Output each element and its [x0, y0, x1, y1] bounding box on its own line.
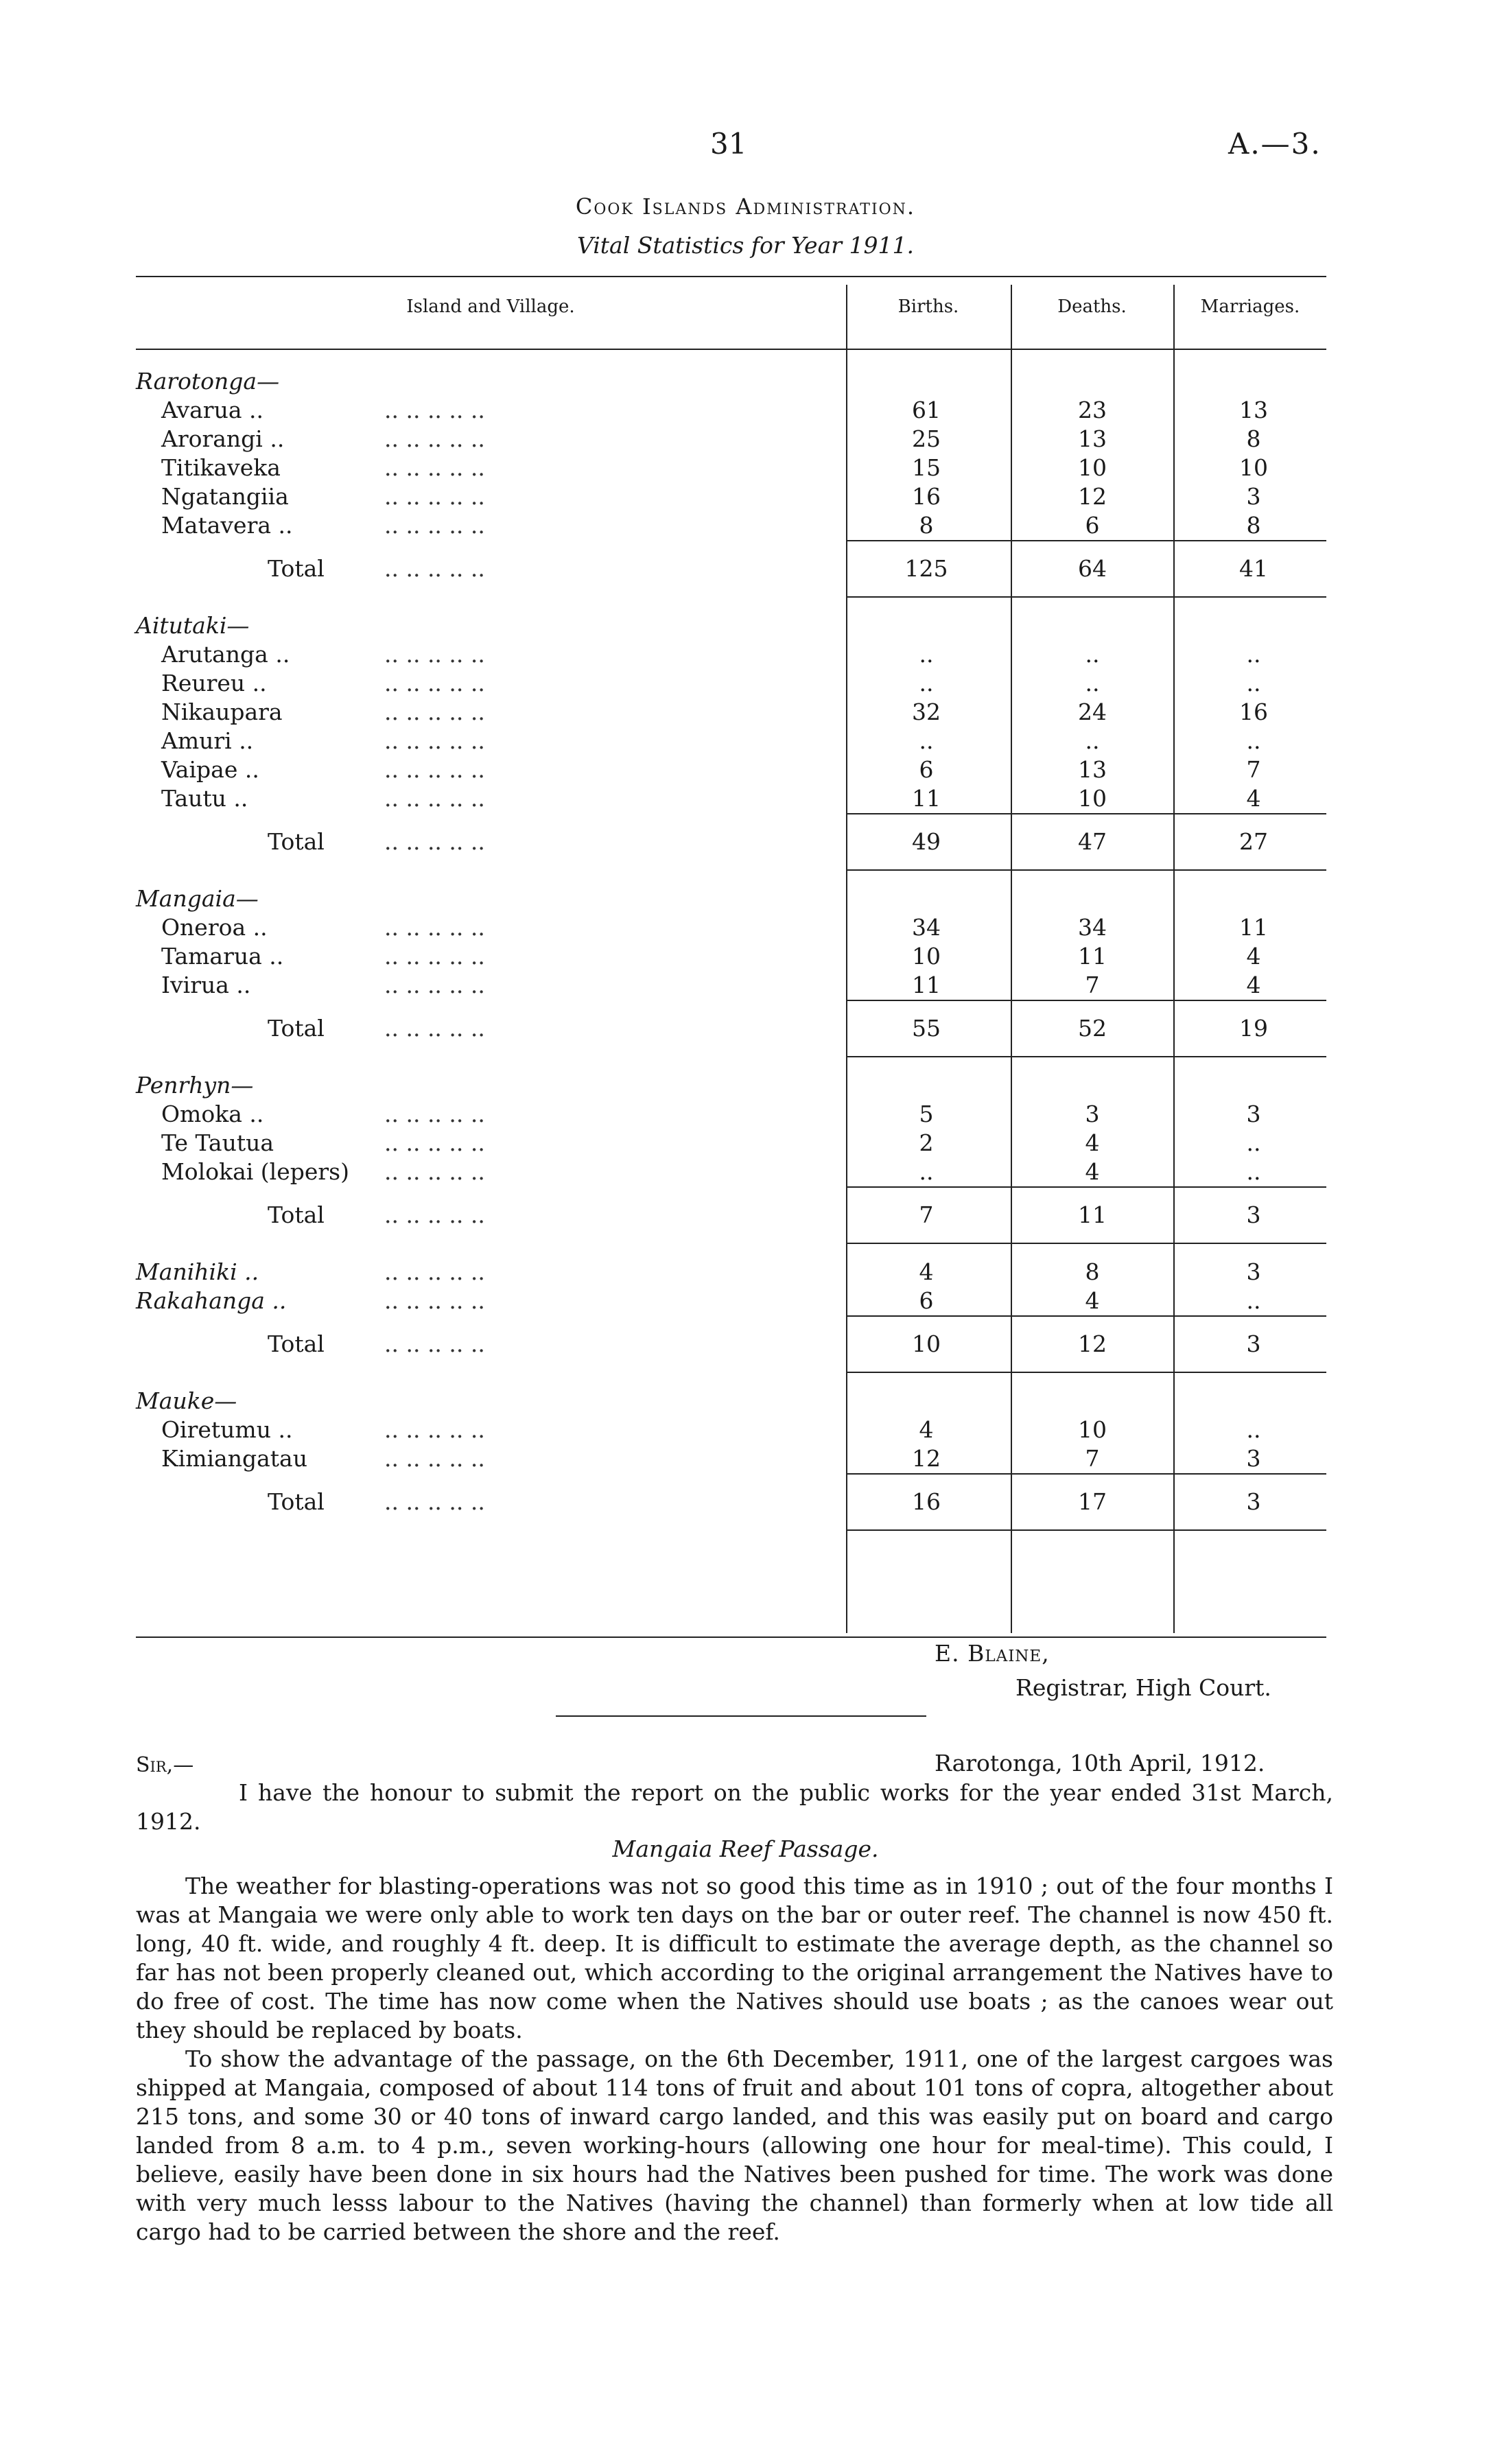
village-name: Avarua ..	[161, 397, 263, 423]
village-name: Arorangi ..	[161, 425, 285, 452]
deaths-cell: 12	[1078, 483, 1107, 510]
col-header-deaths: Deaths.	[1057, 296, 1127, 317]
village-name: Te Tautua	[161, 1129, 274, 1156]
table-row	[0, 425, 1491, 454]
births-cell: ..	[919, 670, 934, 696]
deaths-cell: 13	[1078, 425, 1107, 452]
deaths-cell: 6	[1085, 512, 1100, 539]
table-row	[0, 784, 1491, 813]
group-spacer	[0, 1244, 1491, 1258]
leader-dots: .. .. .. .. ..	[384, 555, 485, 582]
births-total: 10	[912, 1330, 941, 1357]
table-row	[0, 1287, 1491, 1315]
births-cell: 25	[912, 425, 941, 452]
group-spacer	[0, 871, 1491, 884]
village-name: Oiretumu ..	[161, 1416, 293, 1443]
leader-dots: .. .. .. .. ..	[384, 699, 485, 725]
section-heading: Mangaia Reef Passage.	[612, 1835, 879, 1862]
marriages-cell: 3	[1246, 1258, 1261, 1285]
deaths-cell: ..	[1085, 727, 1100, 754]
table-row	[0, 1258, 1491, 1287]
births-cell: 6	[919, 1287, 934, 1314]
leader-dots: .. .. .. .. ..	[384, 972, 485, 998]
marriages-cell: 8	[1246, 512, 1261, 539]
marriages-cell: 4	[1246, 972, 1261, 998]
leader-dots: .. .. .. .. ..	[384, 1488, 485, 1515]
leader-dots: .. .. .. .. ..	[384, 1158, 485, 1185]
col-header-island: Island and Village.	[406, 296, 575, 317]
births-cell: 5	[919, 1101, 934, 1127]
leader-dots: .. .. .. .. ..	[384, 512, 485, 539]
letter-place-date: Rarotonga, 10th April, 1912.	[935, 1750, 1265, 1776]
deaths-cell: 13	[1078, 756, 1107, 783]
table-row	[0, 698, 1491, 727]
total-label: Total	[268, 1201, 325, 1228]
group-name: Mangaia—	[136, 885, 259, 912]
leader-dots: .. .. .. .. ..	[384, 1201, 485, 1228]
group-heading-row	[0, 884, 1491, 913]
marriages-cell: 3	[1246, 1445, 1261, 1472]
deaths-cell: 4	[1085, 1129, 1100, 1156]
births-cell: 12	[912, 1445, 941, 1472]
group-name: Rarotonga—	[136, 368, 280, 395]
births-total: 125	[904, 555, 948, 582]
table-row	[0, 755, 1491, 784]
deaths-cell: 4	[1085, 1287, 1100, 1314]
births-cell: 11	[912, 972, 941, 998]
births-cell: 61	[912, 397, 941, 423]
group-heading-row	[0, 367, 1491, 396]
leader-dots: .. .. .. .. ..	[384, 483, 485, 510]
table-bottom-rule	[136, 1636, 1326, 1638]
table-row	[0, 971, 1491, 1000]
marriages-cell: ..	[1246, 1158, 1261, 1185]
total-row	[0, 1000, 1491, 1057]
signatory-name: E. Blaine,	[935, 1640, 1050, 1667]
village-name: Titikaveka	[161, 454, 281, 481]
marriages-total: 3	[1246, 1330, 1261, 1357]
births-cell: 8	[919, 512, 934, 539]
deaths-cell: 34	[1078, 914, 1107, 941]
births-cell: 16	[912, 483, 941, 510]
marriages-cell: 16	[1239, 699, 1268, 725]
village-name: Oneroa ..	[161, 914, 268, 941]
total-label: Total	[268, 1488, 325, 1515]
table-row	[0, 942, 1491, 971]
deaths-cell: ..	[1085, 641, 1100, 668]
total-row	[0, 1473, 1491, 1531]
village-name: Nikaupara	[161, 699, 283, 725]
deaths-cell: 4	[1085, 1158, 1100, 1185]
marriages-cell: ..	[1246, 670, 1261, 696]
births-cell: 15	[912, 454, 941, 481]
group-name: Mauke—	[136, 1387, 237, 1414]
leader-dots: .. .. .. .. ..	[384, 1258, 485, 1285]
leader-dots: .. .. .. .. ..	[384, 1101, 485, 1127]
letter-paragraph-3: To show the advantage of the passage, on the 6th December, 1911, one of the largest cargoes was shipped at Mangaia, composed of about 114 tons of fruit and about 101 tons of copra, altogether about 215 tons, and some 30 or 40 tons of inward cargo landed, and this was easily put on board and cargo landed from 8 a.m. to 4 p.m., seven working-hours (allowing one hour for meal-time). This could, I believe, easily have been done in six hours had the Natives been pushed for time. The work was done with very much lesss labour to the Natives (having the channel) than formerly when at low tide all cargo had to be carried between the shore and the reef.	[136, 2045, 1333, 2245]
leader-dots: .. .. .. .. ..	[384, 641, 485, 668]
table-row	[0, 727, 1491, 755]
total-label: Total	[268, 1015, 325, 1042]
births-cell: 32	[912, 699, 941, 725]
leader-dots: .. .. .. .. ..	[384, 727, 485, 754]
village-name: Rakahanga ..	[136, 1287, 287, 1314]
births-cell: 4	[919, 1416, 934, 1443]
leader-dots: .. .. .. .. ..	[384, 828, 485, 855]
marriages-cell: 4	[1246, 943, 1261, 970]
leader-dots: .. .. .. .. ..	[384, 785, 485, 812]
vital-statistics-table	[0, 367, 1491, 1531]
deaths-cell: ..	[1085, 670, 1100, 696]
deaths-cell: 7	[1085, 1445, 1100, 1472]
deaths-total: 64	[1078, 555, 1107, 582]
group-name: Aitutaki—	[136, 612, 250, 639]
table-row	[0, 511, 1491, 540]
marriages-total: 3	[1246, 1488, 1261, 1515]
village-name: Matavera ..	[161, 512, 293, 539]
village-name: Reureu ..	[161, 670, 267, 696]
group-spacer	[0, 1057, 1491, 1071]
births-cell: ..	[919, 641, 934, 668]
marriages-total: 3	[1246, 1201, 1261, 1228]
table-header-rule	[136, 349, 1326, 350]
document-subtitle: Vital Statistics for Year 1911.	[576, 232, 914, 259]
deaths-total: 47	[1078, 828, 1107, 855]
marriages-cell: ..	[1246, 1287, 1261, 1314]
marriages-cell: 13	[1239, 397, 1268, 423]
deaths-cell: 8	[1085, 1258, 1100, 1285]
table-row	[0, 640, 1491, 669]
total-row	[0, 1315, 1491, 1373]
group-heading-row	[0, 1387, 1491, 1416]
deaths-cell: 24	[1078, 699, 1107, 725]
total-label: Total	[268, 555, 325, 582]
table-row	[0, 482, 1491, 511]
section-separator	[556, 1715, 926, 1717]
table-row	[0, 1158, 1491, 1186]
deaths-cell: 23	[1078, 397, 1107, 423]
village-name: Tautu ..	[161, 785, 248, 812]
marriages-cell: ..	[1246, 1129, 1261, 1156]
deaths-cell: 10	[1078, 454, 1107, 481]
table-row	[0, 1129, 1491, 1158]
deaths-cell: 7	[1085, 972, 1100, 998]
letter-salutation: Sir,—	[136, 1753, 194, 1777]
marriages-total: 27	[1239, 828, 1268, 855]
group-heading-row	[0, 1071, 1491, 1100]
leader-dots: .. .. .. .. ..	[384, 943, 485, 970]
total-label: Total	[268, 1330, 325, 1357]
births-cell: 2	[919, 1129, 934, 1156]
village-name: Molokai (lepers)	[161, 1158, 349, 1185]
col-header-marriages: Marriages.	[1200, 296, 1300, 317]
village-name: Amuri ..	[161, 727, 254, 754]
births-cell: 10	[912, 943, 941, 970]
village-name: Ngatangiia	[161, 483, 289, 510]
deaths-cell: 11	[1078, 943, 1107, 970]
leader-dots: .. .. .. .. ..	[384, 454, 485, 481]
village-name: Ivirua ..	[161, 972, 251, 998]
leader-dots: .. .. .. .. ..	[384, 756, 485, 783]
births-cell: 6	[919, 756, 934, 783]
marriages-cell: ..	[1246, 727, 1261, 754]
births-cell: 11	[912, 785, 941, 812]
total-row	[0, 1186, 1491, 1244]
signatory-role: Registrar, High Court.	[1015, 1674, 1271, 1701]
leader-dots: .. .. .. .. ..	[384, 397, 485, 423]
group-spacer	[0, 598, 1491, 611]
deaths-total: 12	[1078, 1330, 1107, 1357]
group-spacer	[0, 1373, 1491, 1387]
village-name: Tamarua ..	[161, 943, 284, 970]
document-title: Cook Islands Administration.	[575, 193, 916, 220]
marriages-cell: 8	[1246, 425, 1261, 452]
table-row	[0, 1444, 1491, 1473]
births-total: 55	[912, 1015, 941, 1042]
leader-dots: .. .. .. .. ..	[384, 1129, 485, 1156]
births-cell: ..	[919, 1158, 934, 1185]
leader-dots: .. .. .. .. ..	[384, 1330, 485, 1357]
births-total: 16	[912, 1488, 941, 1515]
leader-dots: .. .. .. .. ..	[384, 1445, 485, 1472]
table-row	[0, 396, 1491, 425]
village-name: Manihiki ..	[136, 1258, 259, 1285]
table-row	[0, 669, 1491, 698]
group-name: Penrhyn—	[136, 1072, 254, 1099]
village-name: Arutanga ..	[161, 641, 290, 668]
leader-dots: .. .. .. .. ..	[384, 670, 485, 696]
leader-dots: .. .. .. .. ..	[384, 1015, 485, 1042]
marriages-total: 19	[1239, 1015, 1268, 1042]
leader-dots: .. .. .. .. ..	[384, 1287, 485, 1314]
document-reference: A.—3.	[1228, 127, 1322, 161]
total-row	[0, 540, 1491, 598]
table-row	[0, 913, 1491, 942]
marriages-cell: ..	[1246, 641, 1261, 668]
letter-paragraph-2: The weather for blasting-operations was not so good this time as in 1910 ; out of the four months I was at Mangaia we were only able to work ten days on the bar or outer reef. The channel is now 450 ft. long, 40 ft. wide, and roughly 4 ft. deep. It is difficult to estimate the average depth, as the channel so far has not been properly cleaned out, which according to the original arrangement the Natives have to do free of cost. The time has now come when the Natives should use boats ; as the canoes wear out they should be replaced by boats.	[136, 1873, 1333, 2043]
page-number: 31	[710, 127, 747, 161]
village-name: Omoka ..	[161, 1101, 264, 1127]
total-label: Total	[268, 828, 325, 855]
total-row	[0, 813, 1491, 871]
marriages-cell: 10	[1239, 454, 1268, 481]
deaths-total: 11	[1078, 1201, 1107, 1228]
marriages-cell: ..	[1246, 1416, 1261, 1443]
deaths-cell: 3	[1085, 1101, 1100, 1127]
births-cell: ..	[919, 727, 934, 754]
marriages-cell: 3	[1246, 483, 1261, 510]
deaths-cell: 10	[1078, 1416, 1107, 1443]
marriages-total: 41	[1239, 555, 1268, 582]
village-name: Vaipae ..	[161, 756, 259, 783]
table-row	[0, 1100, 1491, 1129]
leader-dots: .. .. .. .. ..	[384, 425, 485, 452]
table-row	[0, 454, 1491, 482]
marriages-cell: 4	[1246, 785, 1261, 812]
births-cell: 34	[912, 914, 941, 941]
table-top-rule	[136, 276, 1326, 277]
births-total: 49	[912, 828, 941, 855]
births-total: 7	[919, 1201, 934, 1228]
group-heading-row	[0, 611, 1491, 640]
births-cell: 4	[919, 1258, 934, 1285]
marriages-cell: 11	[1239, 914, 1268, 941]
marriages-cell: 7	[1246, 756, 1261, 783]
leader-dots: .. .. .. .. ..	[384, 1416, 485, 1443]
letter-paragraph-1: I have the honour to submit the report on the public works for the year ended 31st March, 1912.	[136, 1779, 1333, 1835]
deaths-total: 52	[1078, 1015, 1107, 1042]
leader-dots: .. .. .. .. ..	[384, 914, 485, 941]
deaths-total: 17	[1078, 1488, 1107, 1515]
marriages-cell: 3	[1246, 1101, 1261, 1127]
deaths-cell: 10	[1078, 785, 1107, 812]
village-name: Kimiangatau	[161, 1445, 307, 1472]
table-row	[0, 1416, 1491, 1444]
col-header-births: Births.	[897, 296, 959, 317]
